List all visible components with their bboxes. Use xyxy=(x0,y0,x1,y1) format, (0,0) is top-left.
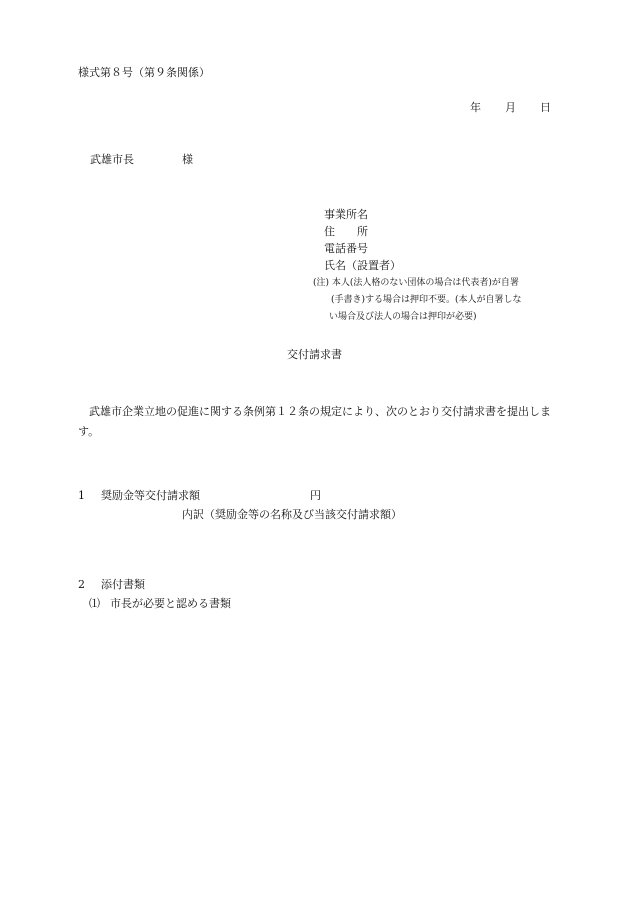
address-label: 住 所 xyxy=(324,225,368,238)
date-line xyxy=(470,101,551,115)
item-2-sub-label: 市長が必要と認める書類 xyxy=(110,597,231,610)
item-1-breakdown: 内訳（奨励金等の名称及び当該交付請求額） xyxy=(182,508,402,521)
item-2-subitem xyxy=(89,597,231,611)
date-day: 日 xyxy=(540,101,551,114)
item-1-label: 奨励金等交付請求額 xyxy=(101,489,200,502)
phone-label: 電話番号 xyxy=(324,242,368,255)
addressee-line xyxy=(90,153,193,167)
item-2-label: 添付書類 xyxy=(101,578,145,591)
item-1-number: 1 xyxy=(78,489,85,502)
applicant-name-label: 氏名（設置者） xyxy=(324,259,401,272)
body-paragraph: 武雄市企業立地の促進に関する条例第１２条の規定により、次のとおり交付請求書を提出します。 xyxy=(78,405,551,438)
item-1-unit: 円 xyxy=(310,489,321,502)
seal-note-line-1: (注) 本人(法人格のない団体の場合は代表者)が自署 xyxy=(313,278,519,288)
seal-note-line-3: い場合及び法人の場合は押印が必要) xyxy=(329,312,477,322)
document-title: 交付請求書 xyxy=(287,348,342,361)
date-year: 年 xyxy=(470,101,481,114)
office-name-label: 事業所名 xyxy=(324,208,368,221)
item-1-line xyxy=(78,489,321,503)
date-month: 月 xyxy=(505,101,516,114)
item-2-number: 2 xyxy=(78,578,85,591)
item-2-sub-number: ⑴ xyxy=(89,597,100,610)
seal-note-line-2: (手書き)する場合は押印不要。(本人が自署しな xyxy=(331,295,522,305)
addressee-name: 武雄市長 xyxy=(90,153,134,166)
form-number: 様式第８号（第９条関係） xyxy=(78,66,210,79)
item-2-line xyxy=(78,578,145,592)
addressee-honorific: 様 xyxy=(182,153,193,166)
